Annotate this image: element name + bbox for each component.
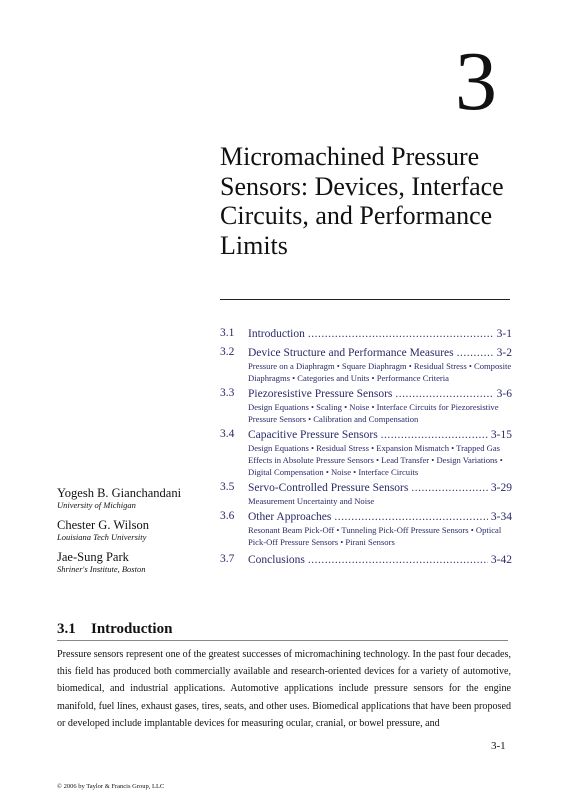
author xyxy=(57,550,207,575)
toc-entry[interactable] xyxy=(220,346,512,384)
toc-number: 3.1 xyxy=(220,327,235,339)
toc-subtopics: Resonant Beam Pick-Off • Tunneling Pick-Off Pressure Sensors • Optical Pick-Off Pressure Sensors • Pirani Sensors xyxy=(248,525,502,547)
author-affiliation: Shriner's Institute, Boston xyxy=(57,564,146,574)
body-paragraph: Pressure sensors represent one of the greatest successes of micromachining technology. In the past four decades, this field has produced both commercially available and research-oriented devices for a variety of automotive, biomedical, and industrial applications. Automotive applications include pressure sensors for the engine manifold, fuel lines, exhaust gases, tires, seats, and other uses. Biomedical applications that have been proposed or developed include implantable devices for measuring ocular, cranial, or bowel pressure, and xyxy=(57,649,511,729)
author-name: Jae-Sung Park xyxy=(57,550,129,564)
author-name: Yogesh B. Gianchandani xyxy=(57,486,182,500)
section-number: 3.1 xyxy=(57,621,76,637)
toc-entry[interactable] xyxy=(220,510,512,548)
toc-entry[interactable] xyxy=(220,327,512,341)
toc-title[interactable]: Servo-Controlled Pressure Sensors xyxy=(248,482,409,494)
author-list xyxy=(57,486,207,582)
toc-title[interactable]: Conclusions xyxy=(248,554,305,566)
author-name: Chester G. Wilson xyxy=(57,518,149,532)
author-affiliation: University of Michigan xyxy=(57,500,136,510)
toc-title[interactable]: Capacitive Pressure Sensors xyxy=(248,429,378,441)
toc-page: 3-2 xyxy=(496,347,512,359)
toc-number: 3.7 xyxy=(220,553,235,565)
toc-title[interactable]: Device Structure and Performance Measures xyxy=(248,347,454,359)
author xyxy=(57,486,207,511)
toc-entry[interactable] xyxy=(220,387,512,425)
section-heading xyxy=(57,621,508,638)
section-title: Introduction xyxy=(91,621,173,637)
chapter-number: 3 xyxy=(455,35,497,128)
toc-page: 3-29 xyxy=(490,482,512,494)
toc-subtopics: Pressure on a Diaphragm • Square Diaphragm • Residual Stress • Composite Diaphragms • Categories and Units • Performance Criteria xyxy=(248,361,512,383)
toc-entry[interactable] xyxy=(220,428,512,478)
toc-entry[interactable] xyxy=(220,481,512,507)
toc-page: 3-15 xyxy=(490,429,512,441)
table-of-contents xyxy=(220,327,512,567)
page-number: 3-1 xyxy=(491,740,506,752)
toc-subtopics: Measurement Uncertainty and Noise xyxy=(248,496,375,506)
chapter-title: Micromachined Pressure Sensors: Devices, Interface Circuits, and Performance Limits xyxy=(220,142,504,260)
copyright-notice: © 2006 by Taylor & Francis Group, LLC xyxy=(57,783,165,790)
toc-number: 3.5 xyxy=(220,481,235,493)
toc-subtopics: Design Equations • Residual Stress • Expansion Mismatch • Trapped Gas Effects in Absolute Pressure Sensors • Lead Transfer • Design Variations • Digital Compensation • Noise • Interface Circuits xyxy=(248,443,503,477)
toc-page: 3-6 xyxy=(496,388,512,400)
toc-subtopics: Design Equations • Scaling • Noise • Interface Circuits for Piezoresistive Pressure Sensors • Calibration and Compensation xyxy=(248,402,499,424)
toc-entry[interactable] xyxy=(220,553,512,567)
toc-title[interactable]: Other Approaches xyxy=(248,511,332,523)
toc-title[interactable]: Piezoresistive Pressure Sensors xyxy=(248,388,393,400)
section-divider xyxy=(57,640,508,641)
toc-page: 3-42 xyxy=(490,554,512,566)
title-divider xyxy=(220,299,510,300)
toc-number: 3.3 xyxy=(220,387,235,399)
toc-title[interactable]: Introduction xyxy=(248,328,305,340)
toc-page: 3-34 xyxy=(490,511,512,523)
toc-page: 3-1 xyxy=(496,328,512,340)
toc-number: 3.4 xyxy=(220,428,235,440)
toc-number: 3.2 xyxy=(220,346,235,358)
toc-number: 3.6 xyxy=(220,510,235,522)
author xyxy=(57,518,207,543)
author-affiliation: Louisiana Tech University xyxy=(57,532,147,542)
